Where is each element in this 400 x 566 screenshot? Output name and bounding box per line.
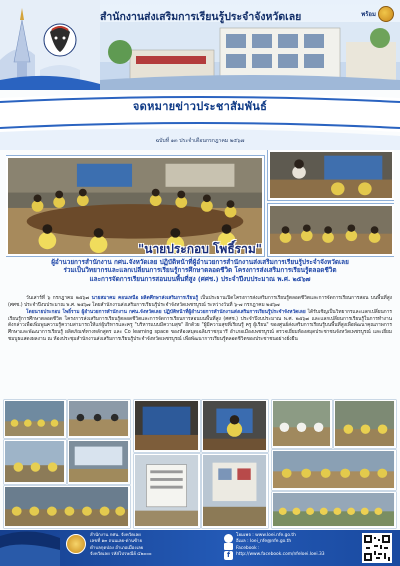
page-header [0, 0, 400, 90]
mail-icon [224, 543, 233, 550]
qr-code-icon[interactable] [362, 533, 392, 563]
office-title: สำนักงานส่งเสริมการเรียนรู้ประจำจังหวัดเลย [100, 11, 302, 23]
event-photo-10 [272, 400, 332, 448]
article-p1-text: เป็นประธานเปิดโครงการส่งเสริมการเรียนรู้ตลอดชีวิตและการจัดการเรียนการสอน บนพื้นที่สูง (ศศช.) ประจำปีงบประมาณ พ.ศ. ๒๕๖๗ โดยสำนักงานส่งเสริมการเรียนรู้ประจำจังหวัดเพชรบูรณ์ ระหว่างวันที่ ๖-๗ กรกฎาคม ๒๕๖๗ [8, 296, 392, 308]
event-photo-7 [202, 400, 268, 452]
event-photo-2 [68, 400, 130, 438]
event-photo-11 [334, 400, 396, 448]
newsletter-title: จดหมายข่าวประชาสัมพันธ์ [132, 100, 268, 113]
issue-number: ฉบับที่ ๑๓ ประจำเดือนกรกฎาคม ๒๕๖๗ [155, 138, 245, 144]
news-headline [8, 258, 392, 283]
article-paragraph-2 [8, 310, 392, 343]
article-body [8, 296, 392, 344]
headline-line-3: และการจัดการเรียนการสอนบนพื้นที่สูง (ศศช.) ประจำปีงบประมาณ พ.ศ. ๒๕๖๗ [89, 274, 311, 283]
event-photo-3 [4, 440, 66, 484]
article-p2-text: ได้รับเชิญเป็นวิทยากรและแลกเปลี่ยนการเรียนรู้การศึกษาตลอดชีวิต โครงการส่งเสริมการเรียนรู้ตลอดชีวิตและการจัดการเรียนการสอนบนพื้นที่สูง (ศศช.) ประจำปีงบประมาณ พ.ศ. ๒๕๖๗ และแลกเปลี่ยนการเรียนรู้ในการทำงาน ดังกล่าวเพื่อเพิ่มพูนความรู้ความสามารถให้แก่ผู้บริหารและครู "บริหารแบบมีความสุข" อีกด้วย "ผู้มีความสุขที่เรียนรู้ ครู ผู้เรียน" ของศูนย์ส่งเสริมการเรียนรู้บนพื้นที่สูงเพื่อพัฒนาคุณภาพการศึกษาและพัฒนาการเรียนรู้ ผลิตภัณฑ์ทางหลักสูตร และ Co learning space ของห้องสมุดเฉลิมราชกุมารี อำเภอเมืองเพชรบูรณ์ ตรวจเยี่ยมห้องสมุดประชาชนจังหวัดเพชรบูรณ์ และเยี่ยมชมบูธแสดงผลงาน ณ ห้องประชุมสำนักงานส่งเสริมการเรียนรู้ประจำจังหวัดเพชรบูรณ์ เพื่อพัฒนาการเรียนรู้ตลอดชีวิตของประชาชนอย่างยั่งยืน [8, 310, 392, 342]
presenter-photo [268, 150, 394, 200]
person-name-caption: "นายประกอบ โพธิ์ราม" [137, 242, 263, 256]
footer-website[interactable]: โฮมเพจ : www.loei.nfe.go.th [236, 533, 296, 538]
moe-label: พร้อม [361, 11, 376, 18]
footer-contacts [236, 533, 366, 559]
moe-logo-icon [378, 6, 394, 22]
event-photo-9 [202, 454, 268, 528]
event-photo-5 [4, 486, 130, 528]
headline-line-1: ผู้อำนวยการสำนักงาน กศน.จังหวัดเลย ปฏิบัติหน้าที่ผู้อำนวยการสำนักงานส่งเสริมการเรียนรู้ประจำจังหวัดเลย [51, 258, 349, 266]
article-organizer: นายสมาคม คอนเหนือ ผลิตศึกษาส่งเสริมการเรียนรู้ [91, 296, 199, 301]
footer-address-line: จังหวัดเลย รหัสไปรษณีย์ ๔๒๐๐๐ [90, 552, 152, 558]
facebook-icon: f [224, 551, 233, 560]
event-photo-12 [272, 450, 396, 490]
footer-facebook-link[interactable]: http://www.facebook.com/nfeloei.loei.33 [236, 552, 325, 558]
footer-address-line: เลขที่ ๑๓ ถนนเลย-ด่านซ้าย [90, 539, 143, 545]
temple-illustration [0, 0, 100, 90]
footer-org-name: สำนักงาน กศน. จังหวัดเลย [90, 533, 141, 538]
headline-line-2: ร่วมเป็นวิทยากรและแลกเปลี่ยนการเรียนรู้การศึกษาตลอดชีวิต โครงการส่งเสริมการเรียนรู้ตลอดชีวิต [63, 266, 337, 275]
nfe-logo-icon [66, 534, 86, 554]
globe-icon [224, 534, 233, 543]
event-photo-8 [134, 454, 200, 528]
photo-grid [4, 400, 396, 530]
office-building-photo [100, 22, 400, 90]
event-photo-4 [68, 440, 130, 484]
article-person-role: ผู้อำนวยการสำนักงาน กศน.จังหวัดเลย ปฏิบัติหน้าที่ผู้อำนวยการสำนักงานส่งเสริมการเรียนรู้ประจำจังหวัดเลย [81, 310, 306, 316]
event-photo-13 [272, 492, 396, 528]
footer-wave-decoration [0, 526, 60, 566]
footer-facebook-label: Facebook : [236, 545, 260, 551]
footer-email[interactable]: อีเมล : loei_nfe@nfe.go.th [236, 539, 292, 545]
article-date: วันเสาร์ที่ ๖ กรกฎาคม ๒๕๖๗ [26, 296, 90, 301]
event-photo-6 [134, 400, 200, 452]
article-person-name: โดยนายประกอบ โพธิ์ราม [26, 310, 80, 316]
footer-address [90, 533, 200, 559]
article-paragraph-1 [8, 296, 392, 309]
footer-address-line: ตำบลกุดป่อง อำเภอเมืองเลย [90, 545, 144, 551]
event-photo-1 [4, 400, 66, 438]
